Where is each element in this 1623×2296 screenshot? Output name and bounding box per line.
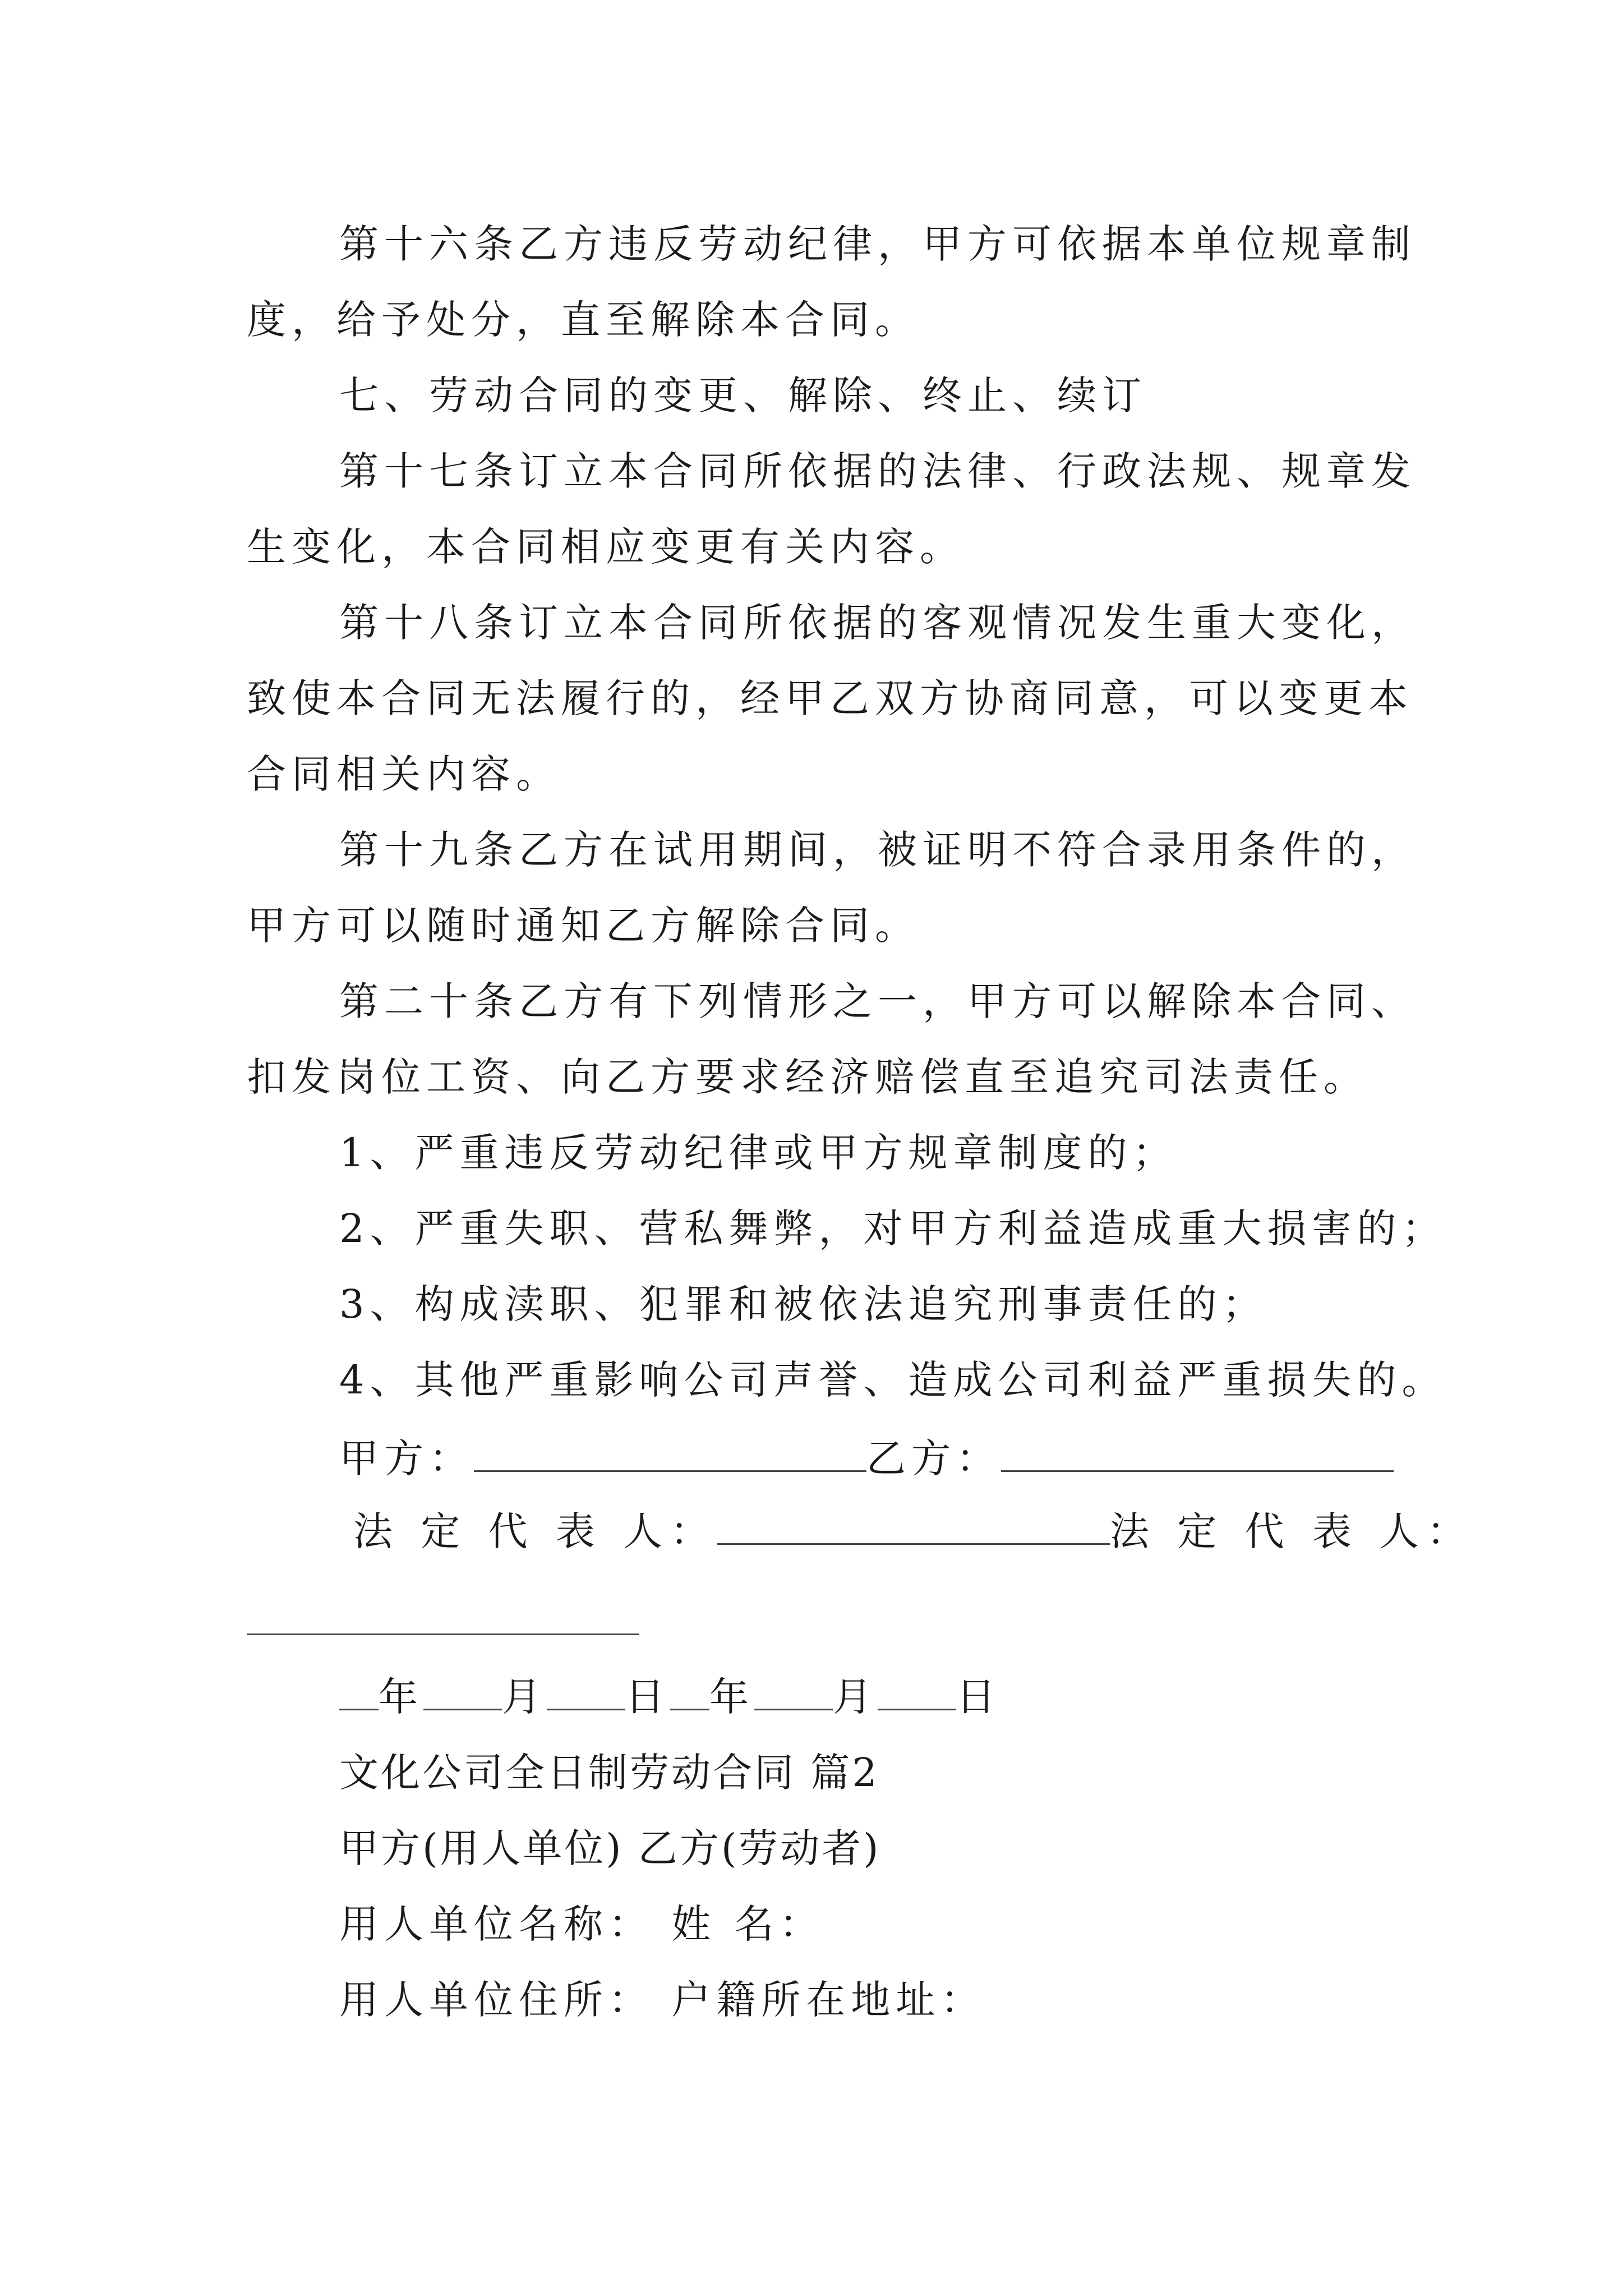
- party-a-blank: [474, 1437, 866, 1472]
- paragraph-line: 致使本合同无法履行的，经甲乙双方协商同意，可以变更本: [247, 675, 1413, 721]
- year-b-blank: [670, 1675, 709, 1710]
- rep-b-label: 法 定 代 表 人：: [1110, 1508, 1474, 1554]
- party-a-label: 甲方：: [339, 1435, 474, 1481]
- second-contract-title: 文化公司全日制劳动合同 篇2: [339, 1750, 879, 1796]
- signature-row: [339, 1430, 1394, 1487]
- rep-a-blank: [717, 1510, 1110, 1545]
- year-a-blank: [339, 1675, 379, 1710]
- month-b-blank: [754, 1675, 833, 1710]
- month-a-label: 月: [502, 1674, 547, 1720]
- day-b-label: 日: [956, 1674, 1001, 1720]
- paragraph-line: 生变化，本合同相应变更有关内容。: [247, 524, 965, 570]
- paragraph-line: 甲方可以随时通知乙方解除合同。: [247, 903, 920, 949]
- list-item: 4、其他严重影响公司声誉、造成公司利益严重损失的。: [339, 1357, 1447, 1403]
- month-a-blank: [423, 1675, 502, 1710]
- party-b-label: 乙方：: [866, 1435, 1001, 1481]
- rep-b-blank: [247, 1634, 639, 1635]
- parties-line: 甲方(用人单位) 乙方(劳动者): [339, 1825, 881, 1871]
- year-a-label: 年: [379, 1674, 423, 1720]
- name-row: 用人单位名称： 姓 名：: [339, 1901, 824, 1947]
- paragraph-line: 第十七条订立本合同所依据的法律、行政法规、规章发: [339, 448, 1416, 494]
- day-b-blank: [878, 1675, 956, 1710]
- list-item: 1、严重违反劳动纪律或甲方规章制度的；: [339, 1130, 1178, 1176]
- paragraph-line: 度，给予处分，直至解除本合同。: [247, 297, 920, 343]
- day-a-label: 日: [625, 1674, 670, 1720]
- paragraph-line: 第十六条乙方违反劳动纪律，甲方可依据本单位规章制: [339, 221, 1416, 267]
- paragraph-line: 第十八条订立本合同所依据的客观情况发生重大变化，: [339, 600, 1416, 646]
- date-row: [339, 1669, 1001, 1725]
- section-heading: 七、劳动合同的变更、解除、终止、续订: [339, 372, 1147, 418]
- rep-a-label: 法 定 代 表 人：: [353, 1508, 718, 1554]
- party-b-blank: [1001, 1437, 1394, 1472]
- year-b-label: 年: [709, 1674, 754, 1720]
- paragraph-line: 扣发岗位工资、向乙方要求经济赔偿直至追究司法责任。: [247, 1054, 1368, 1100]
- list-item: 3、构成渎职、犯罪和被依法追究刑事责任的；: [339, 1281, 1267, 1327]
- paragraph-line: 合同相关内容。: [247, 751, 561, 797]
- day-a-blank: [547, 1675, 625, 1710]
- list-item: 2、严重失职、营私舞弊，对甲方利益造成重大损害的；: [339, 1205, 1447, 1251]
- paragraph-line: 第十九条乙方在试用期间，被证明不符合录用条件的，: [339, 827, 1416, 873]
- address-row: 用人单位住所： 户籍所在地址：: [339, 1977, 986, 2023]
- representative-row: [353, 1503, 1474, 1559]
- month-b-label: 月: [833, 1674, 878, 1720]
- paragraph-line: 第二十条乙方有下列情形之一，甲方可以解除本合同、: [339, 978, 1416, 1024]
